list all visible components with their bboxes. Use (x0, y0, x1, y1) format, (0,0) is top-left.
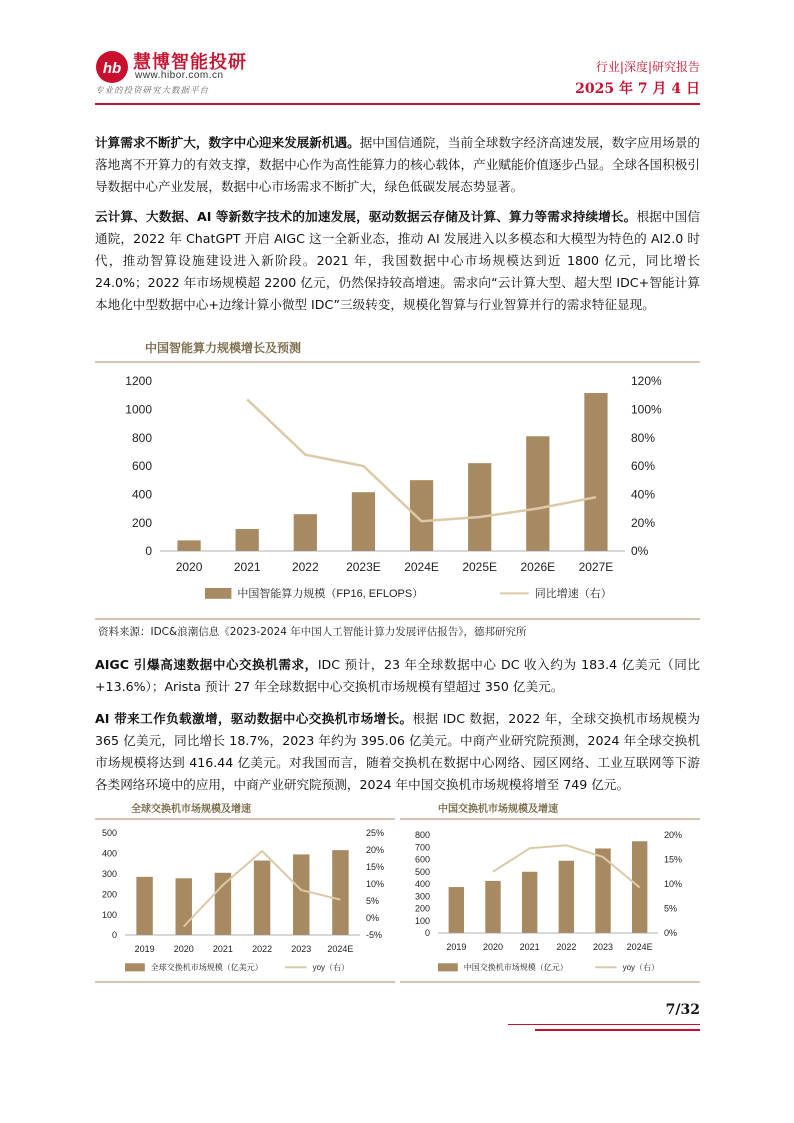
y-tick-label: 400 (414, 879, 430, 890)
y-tick-label: 400 (131, 487, 152, 502)
legend-label-bar: 中国交换机市场规模（亿元） (463, 963, 568, 972)
bar (526, 436, 549, 551)
y2-tick-label: -5% (366, 930, 383, 941)
paragraph-2 (95, 206, 700, 316)
bar (352, 492, 375, 551)
x-tick-label: 2022 (252, 944, 273, 954)
y-tick-label: 500 (414, 866, 430, 877)
x-tick-label: 2023 (291, 944, 312, 954)
legend-swatch-bar (438, 963, 458, 971)
bar (522, 872, 537, 933)
y-tick-label: 700 (414, 842, 430, 853)
paragraph-1-lead: 计算需求不断扩大，数字中心迎来发展新机遇。 (95, 135, 360, 150)
legend-label-bar: 全球交换机市场规模（亿美元） (150, 963, 263, 972)
y-tick-label: 300 (414, 891, 430, 902)
y2-tick-label: 20% (631, 515, 656, 530)
x-tick-label: 2023 (592, 942, 614, 952)
y-tick-label: 0 (111, 930, 117, 941)
x-tick-label: 2024E (327, 944, 354, 954)
paragraph-4 (95, 708, 700, 796)
y2-tick-label: 0% (631, 544, 649, 559)
y-tick-label: 200 (101, 889, 117, 900)
y2-tick-label: 5% (664, 903, 678, 914)
paragraph-1-body: 据中国信通院，当前全球数字经济高速发展，数字应用场景的落地离不开算力的有效支撑，数据中心作为高性能算力的核心载体，产业赋能价值逐步凸显。全球各国积极引导数据中心产业发展，数据中心市场需求不断扩大，绿色低碳发展态势显著。 (95, 135, 701, 194)
x-tick-label: 2024E (626, 942, 653, 952)
bar (485, 881, 500, 933)
legend-label-line: yoy（右） (312, 963, 350, 972)
y2-tick-label: 15% (366, 862, 385, 873)
footer-divider-thick (535, 1029, 700, 1031)
paragraph-4-lead: AI 带来工作负载激增，驱动数据中心交换机市场增长。 (95, 711, 413, 726)
y-tick-label: 600 (131, 459, 152, 474)
bar (236, 529, 259, 551)
y2-tick-label: 0% (366, 913, 380, 924)
paragraph-3-body: IDC 预计，23 年全球数据中心 DC 收入约为 183.4 亿美元（同比+13.6%）；Arista 预计 27 年全球数据中心交换机市场规模有望超过 350 亿美元。 (95, 657, 700, 694)
x-tick-label: 2020 (175, 560, 203, 574)
legend-label-bar: 中国智能算力规模（FP16, EFLOPS） (237, 588, 424, 600)
y2-tick-label: 5% (366, 896, 380, 907)
bar (215, 873, 231, 935)
chart-source: 资料来源：IDC&浪潮信息《2023-2024 年中国人工智能计算力发展评估报告》，德邦研究所 (98, 626, 527, 638)
y2-tick-label: 0% (664, 928, 678, 939)
y2-tick-label: 100% (631, 402, 662, 417)
chart-china-switch (400, 798, 700, 983)
y-tick-label: 0 (145, 544, 152, 559)
x-tick-label: 2022 (556, 942, 577, 952)
chart-title: 全球交换机市场规模及增速 (131, 804, 251, 815)
bar (559, 861, 574, 933)
bar (449, 887, 464, 933)
bar (177, 540, 200, 551)
y2-tick-label: 20% (664, 830, 683, 841)
report-date: 2025 年 7 月 4 日 (575, 81, 700, 97)
x-tick-label: 2026E (520, 560, 556, 574)
y-tick-label: 800 (131, 430, 152, 445)
logo-url[interactable]: www.hibor.com.cn (135, 70, 224, 81)
y-tick-label: 100 (101, 909, 117, 920)
x-tick-label: 2025E (462, 560, 498, 574)
paragraph-1 (95, 132, 700, 198)
logo-name: 慧博智能投研 (133, 52, 247, 73)
chart-title: 中国交换机市场规模及增速 (438, 804, 558, 815)
x-tick-label: 2021 (519, 942, 540, 952)
y-tick-label: 100 (414, 915, 430, 926)
footer-divider-thin (508, 1024, 700, 1025)
x-tick-label: 2019 (134, 944, 155, 954)
legend-label-line: yoy（右） (622, 963, 660, 972)
paragraph-3-lead: AIGC 引爆高速数据中心交换机需求， (95, 657, 318, 672)
legend-label-line: 同比增速（右） (534, 588, 612, 600)
y-tick-label: 1000 (125, 402, 152, 417)
y-tick-label: 400 (101, 848, 117, 859)
y2-tick-label: 60% (631, 459, 656, 474)
page-header (95, 44, 700, 102)
y-tick-label: 200 (131, 515, 152, 530)
svg-text:hb: hb (102, 60, 122, 77)
report-type: 行业|深度|研究报告 (595, 60, 700, 74)
bar (468, 463, 491, 551)
bar (293, 854, 309, 935)
y-tick-label: 600 (414, 854, 430, 865)
y-tick-label: 300 (101, 868, 117, 879)
y-tick-label: 0 (424, 928, 430, 939)
bar (136, 877, 152, 935)
y-tick-label: 1200 (125, 374, 152, 389)
bar (254, 861, 270, 935)
x-tick-label: 2021 (233, 560, 261, 574)
chart-title: 中国智能算力规模增长及预测 (145, 341, 302, 355)
x-tick-label: 2020 (173, 944, 194, 954)
logo-icon (95, 50, 129, 84)
header-divider (95, 103, 700, 105)
y2-tick-label: 15% (664, 854, 683, 865)
y2-tick-label: 120% (631, 374, 662, 389)
paragraph-4-body: 根据 IDC 数据，2022 年，全球交换机市场规模为 365 亿美元，同比增长 18.7%，2023 年约为 395.06 亿美元。中商产业研究院预测，2024 年全球交换机市场规模将达到 416.44 亿美元。对我国而言，随着交换机在数据中心网络、园区网络、工业互联网等下游各类网络环境中的应用，中商产业研究院预测，2024 年中国交换机市场规模将增至 749 亿元。 (95, 711, 700, 792)
x-tick-label: 2022 (291, 560, 319, 574)
logo-tagline: 专业的投资研究大数据平台 (95, 86, 210, 96)
y2-tick-label: 10% (664, 879, 683, 890)
y2-tick-label: 20% (366, 845, 385, 856)
y-tick-label: 800 (414, 830, 430, 841)
x-tick-label: 2027E (578, 560, 614, 574)
bar (294, 514, 317, 551)
y2-tick-label: 40% (631, 487, 656, 502)
page-number: 7/32 (665, 1002, 700, 1018)
bar (584, 393, 607, 551)
paragraph-2-lead: 云计算、大数据、AI 等新数字技术的加速发展，驱动数据云存储及计算、算力等需求持续增长。 (95, 209, 637, 224)
y2-tick-label: 25% (366, 828, 385, 839)
y-tick-label: 200 (414, 903, 430, 914)
paragraph-3 (95, 654, 700, 698)
x-tick-label: 2021 (212, 944, 233, 954)
bar (410, 480, 433, 551)
y2-tick-label: 10% (366, 879, 385, 890)
y-tick-label: 500 (101, 828, 117, 839)
chart-intelligent-compute (95, 330, 700, 620)
x-tick-label: 2019 (446, 942, 467, 952)
x-tick-label: 2024E (404, 560, 439, 574)
paragraph-2-body: 根据中国信通院，2022 年 ChatGPT 开启 AIGC 这一全新业态，推动 AI 发展进入以多模态和大模型为特色的 AI2.0 时代，推动智算设施建设进入新阶段。2021 年，我国数据中心市场规模达到近 1800 亿元，同比增长 24.0%；2022 年市场规模超 2200 亿元，仍然保持较高增速。需求向“云计算大型、超大型 IDC+智能计算本地化中型数据中心+边缘计算小微型 IDC”三级转变，规模化智算与行业智算并行的需求特征显现。 (95, 209, 701, 312)
legend-swatch-bar (125, 963, 145, 971)
chart-global-switch (95, 798, 395, 983)
legend-swatch-bar (205, 588, 231, 599)
x-tick-label: 2020 (482, 942, 504, 952)
x-tick-label: 2023E (346, 560, 381, 574)
bar (332, 850, 348, 935)
y2-tick-label: 80% (631, 430, 656, 445)
